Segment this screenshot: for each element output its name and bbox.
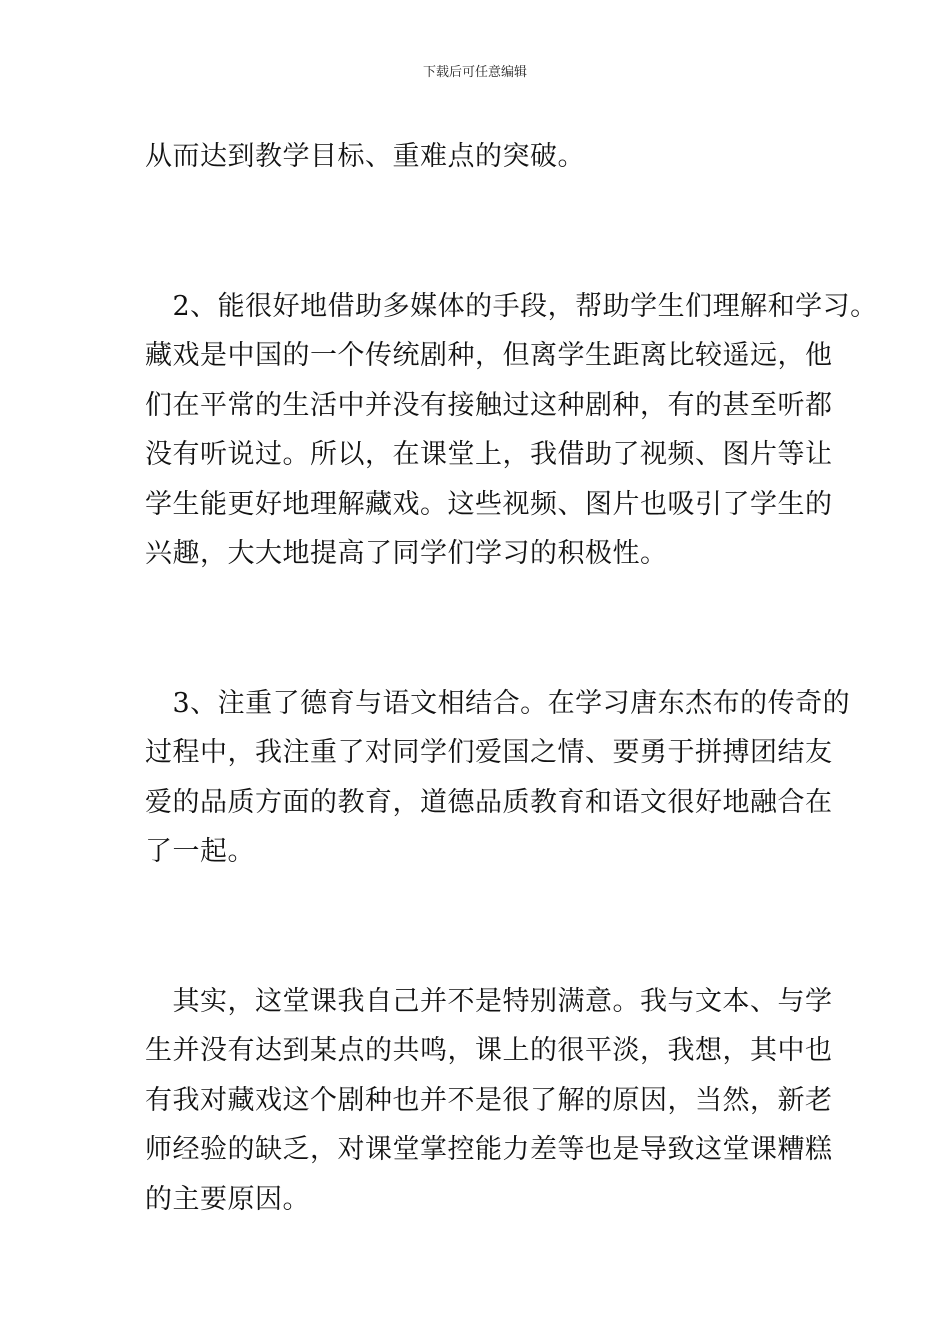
text-line: 生并没有达到某点的共鸣，课上的很平淡，我想，其中也 [145,1035,833,1066]
text-line: 师经验的缺乏，对课堂掌控能力差等也是导致这堂课糟糕 [145,1134,833,1165]
paragraph-1 [145,132,825,182]
text-line: 2、能很好地借助多媒体的手段，帮助学生们理解和学习。 [145,290,878,322]
text-line: 其实，这堂课我自己并不是特别满意。我与文本、与学 [145,985,833,1017]
text-line: 从而达到教学目标、重难点的突破。 [145,141,585,172]
text-line: 爱的品质方面的教育，道德品质教育和语文很好地融合在 [145,786,833,818]
text-line: 兴趣，大大地提高了同学们学习的积极性。 [145,538,668,569]
text-line: 过程中，我注重了对同学们爱国之情、要勇于拼搏团结友 [145,737,833,768]
text-line: 藏戏是中国的一个传统剧种，但离学生距离比较遥远，他 [145,340,833,371]
document-body [145,132,878,1224]
text-line: 有我对藏戏这个剧种也并不是很了解的原因，当然，新老 [145,1084,833,1116]
paragraph-2 [145,282,878,579]
text-line: 3、注重了德育与语文相结合。在学习唐东杰布的传奇的 [145,687,851,719]
paragraph-3 [145,679,851,877]
text-line: 了一起。 [145,836,255,867]
text-line: 们在平常的生活中并没有接触过这种剧种，有的甚至听都 [145,389,833,421]
text-line: 学生能更好地理解藏戏。这些视频、图片也吸引了学生的 [145,488,833,520]
paragraph-4 [145,977,833,1225]
text-line: 的主要原因。 [145,1183,310,1215]
page-header: 下载后可任意编辑 [422,65,527,80]
text-line: 没有听说过。所以，在课堂上，我借助了视频、图片等让 [145,439,833,470]
